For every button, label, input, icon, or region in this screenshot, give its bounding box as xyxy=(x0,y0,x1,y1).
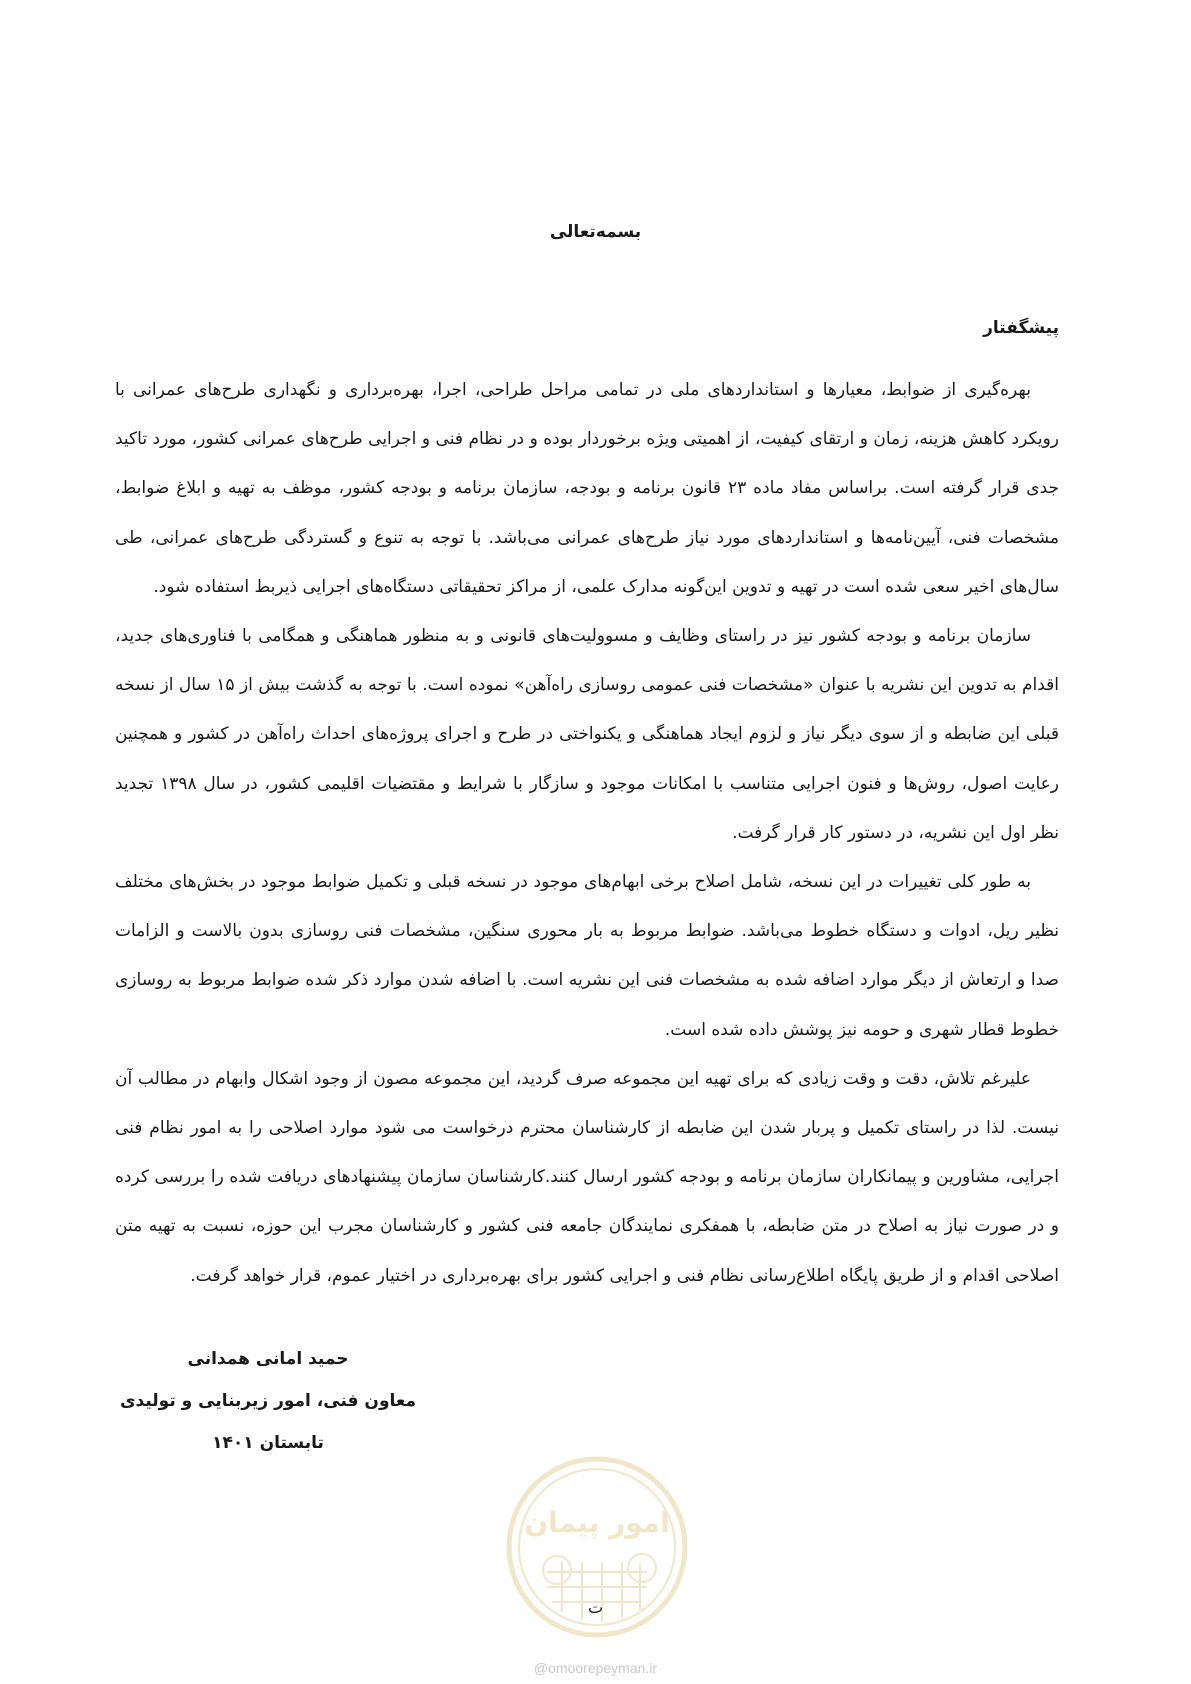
signatory-title: معاون فنی، امور زیربنایی و تولیدی xyxy=(119,1391,417,1411)
signatory-name: حمید امانی همدانی xyxy=(187,1349,349,1369)
signature-date: تابستان ۱۴۰۱ xyxy=(212,1433,324,1453)
site-watermark: @omoorepeyman.ir xyxy=(533,1660,658,1676)
page-number: ت xyxy=(587,1598,604,1617)
signature-block xyxy=(118,1338,418,1464)
seal-text: امور پیمان xyxy=(524,1506,670,1539)
paragraph-4: علیرغم تلاش، دقت و وقت زیادی که برای تهیه این مجموعه صرف گردید، این مجموعه مصون از وجود اشکال وابهام در مطالب آن نیست. لذا در راستای تکمیل و پربار شدن این ضابطه از کارشناسان محترم درخواست می شود موارد اصلاحی را به امور نظام فنی اجرایی، مشاورین و پیمانکاران سازمان برنامه و بودجه کشور ارسال کنند.کارشناسان سازمان پیشنهادهای دریافت شده را بررسی کرده و در صورت نیاز به اصلاح در متن ضابطه، با همفکری نمایندگان جامعه فنی کشور و کارشناسان مجرب این حوزه، نسبت به تهیه متن اصلاحی اقدام و از طریق پایگاه اطلاع‌رسانی نظام فنی و اجرایی کشور برای بهره‌برداری در اختیار عموم، قرار خواهد گرفت. xyxy=(115,1068,1059,1286)
body-text xyxy=(115,366,1059,1301)
paragraph-1: بهره‌گیری از ضوابط، معیارها و استانداردهای ملی در تمامی مراحل طراحی، اجرا، بهره‌برداری و نگهداری طرح‌های عمرانی با رویکرد کاهش هزینه، زمان و ارتقای کیفیت، از اهمیتی ویژه برخوردار بوده و در نظام فنی و اجرایی طرح‌های عمرانی کشور، مورد تاکید جدی قرار گرفته است. براساس مفاد ماده ۲۳ قانون برنامه و بودجه، سازمان برنامه و بودجه کشور، موظف به تهیه و ابلاغ ضوابط، مشخصات فنی، آیین‌نامه‌ها و استانداردهای مورد نیاز طرح‌های عمرانی می‌باشد. با توجه به تنوع و گستردگی طرح‌های عمرانی، طی سال‌های اخیر سعی شده است در تهیه و تدوین این‌گونه مدارک علمی، از مراکز تحقیقاتی دستگاه‌های اجرایی ذیربط استفاده شود. xyxy=(115,380,1060,597)
bismillah: بسمه‌تعالی xyxy=(549,222,642,242)
paragraph-3: به طور کلی تغییرات در این نسخه، شامل اصلاح برخی ابهام‌های موجود در نسخه قبلی و تکمیل ضوابط موجود در بخش‌های مختلف نظیر ریل، ادوات و دستگاه خطوط می‌باشد. ضوابط مربوط به بار محوری سنگین، مشخصات فنی روسازی بدون بالاست و الزامات صدا و ارتعاش از دیگر موارد اضافه شده به مشخصات فنی این نشریه است. با اضافه شدن موارد ذکر شده ضوابط مربوط به روسازی خطوط قطار شهری و حومه نیز پوشش داده شده است. xyxy=(115,872,1059,1040)
section-heading: پیشگفتار xyxy=(983,318,1059,338)
paragraph-2: سازمان برنامه و بودجه کشور نیز در راستای وظایف و مسوولیت‌های قانونی و به منظور هماهنگی و همگامی با فناوری‌های جدید، اقدام به تدوین این نشریه با عنوان «مشخصات فنی عمومی روسازی راه‌آهن» نموده است. با توجه به گذشت بیش از ۱۵ سال از نسخه قبلی این ضابطه و از سوی دیگر نیاز و لزوم ایجاد هماهنگی و یکنواختی در طرح و اجرای پروژه‌های احداث راه‌آهن در کشور و همچنین رعایت اصول، روش‌ها و فنون اجرایی متناسب با امکانات موجود و سازگار با شرایط و مقتضیات اقلیمی کشور، در سال ۱۳۹۸ تجدید نظر اول این نشریه، در دستور کار قرار گرفت. xyxy=(115,626,1060,843)
